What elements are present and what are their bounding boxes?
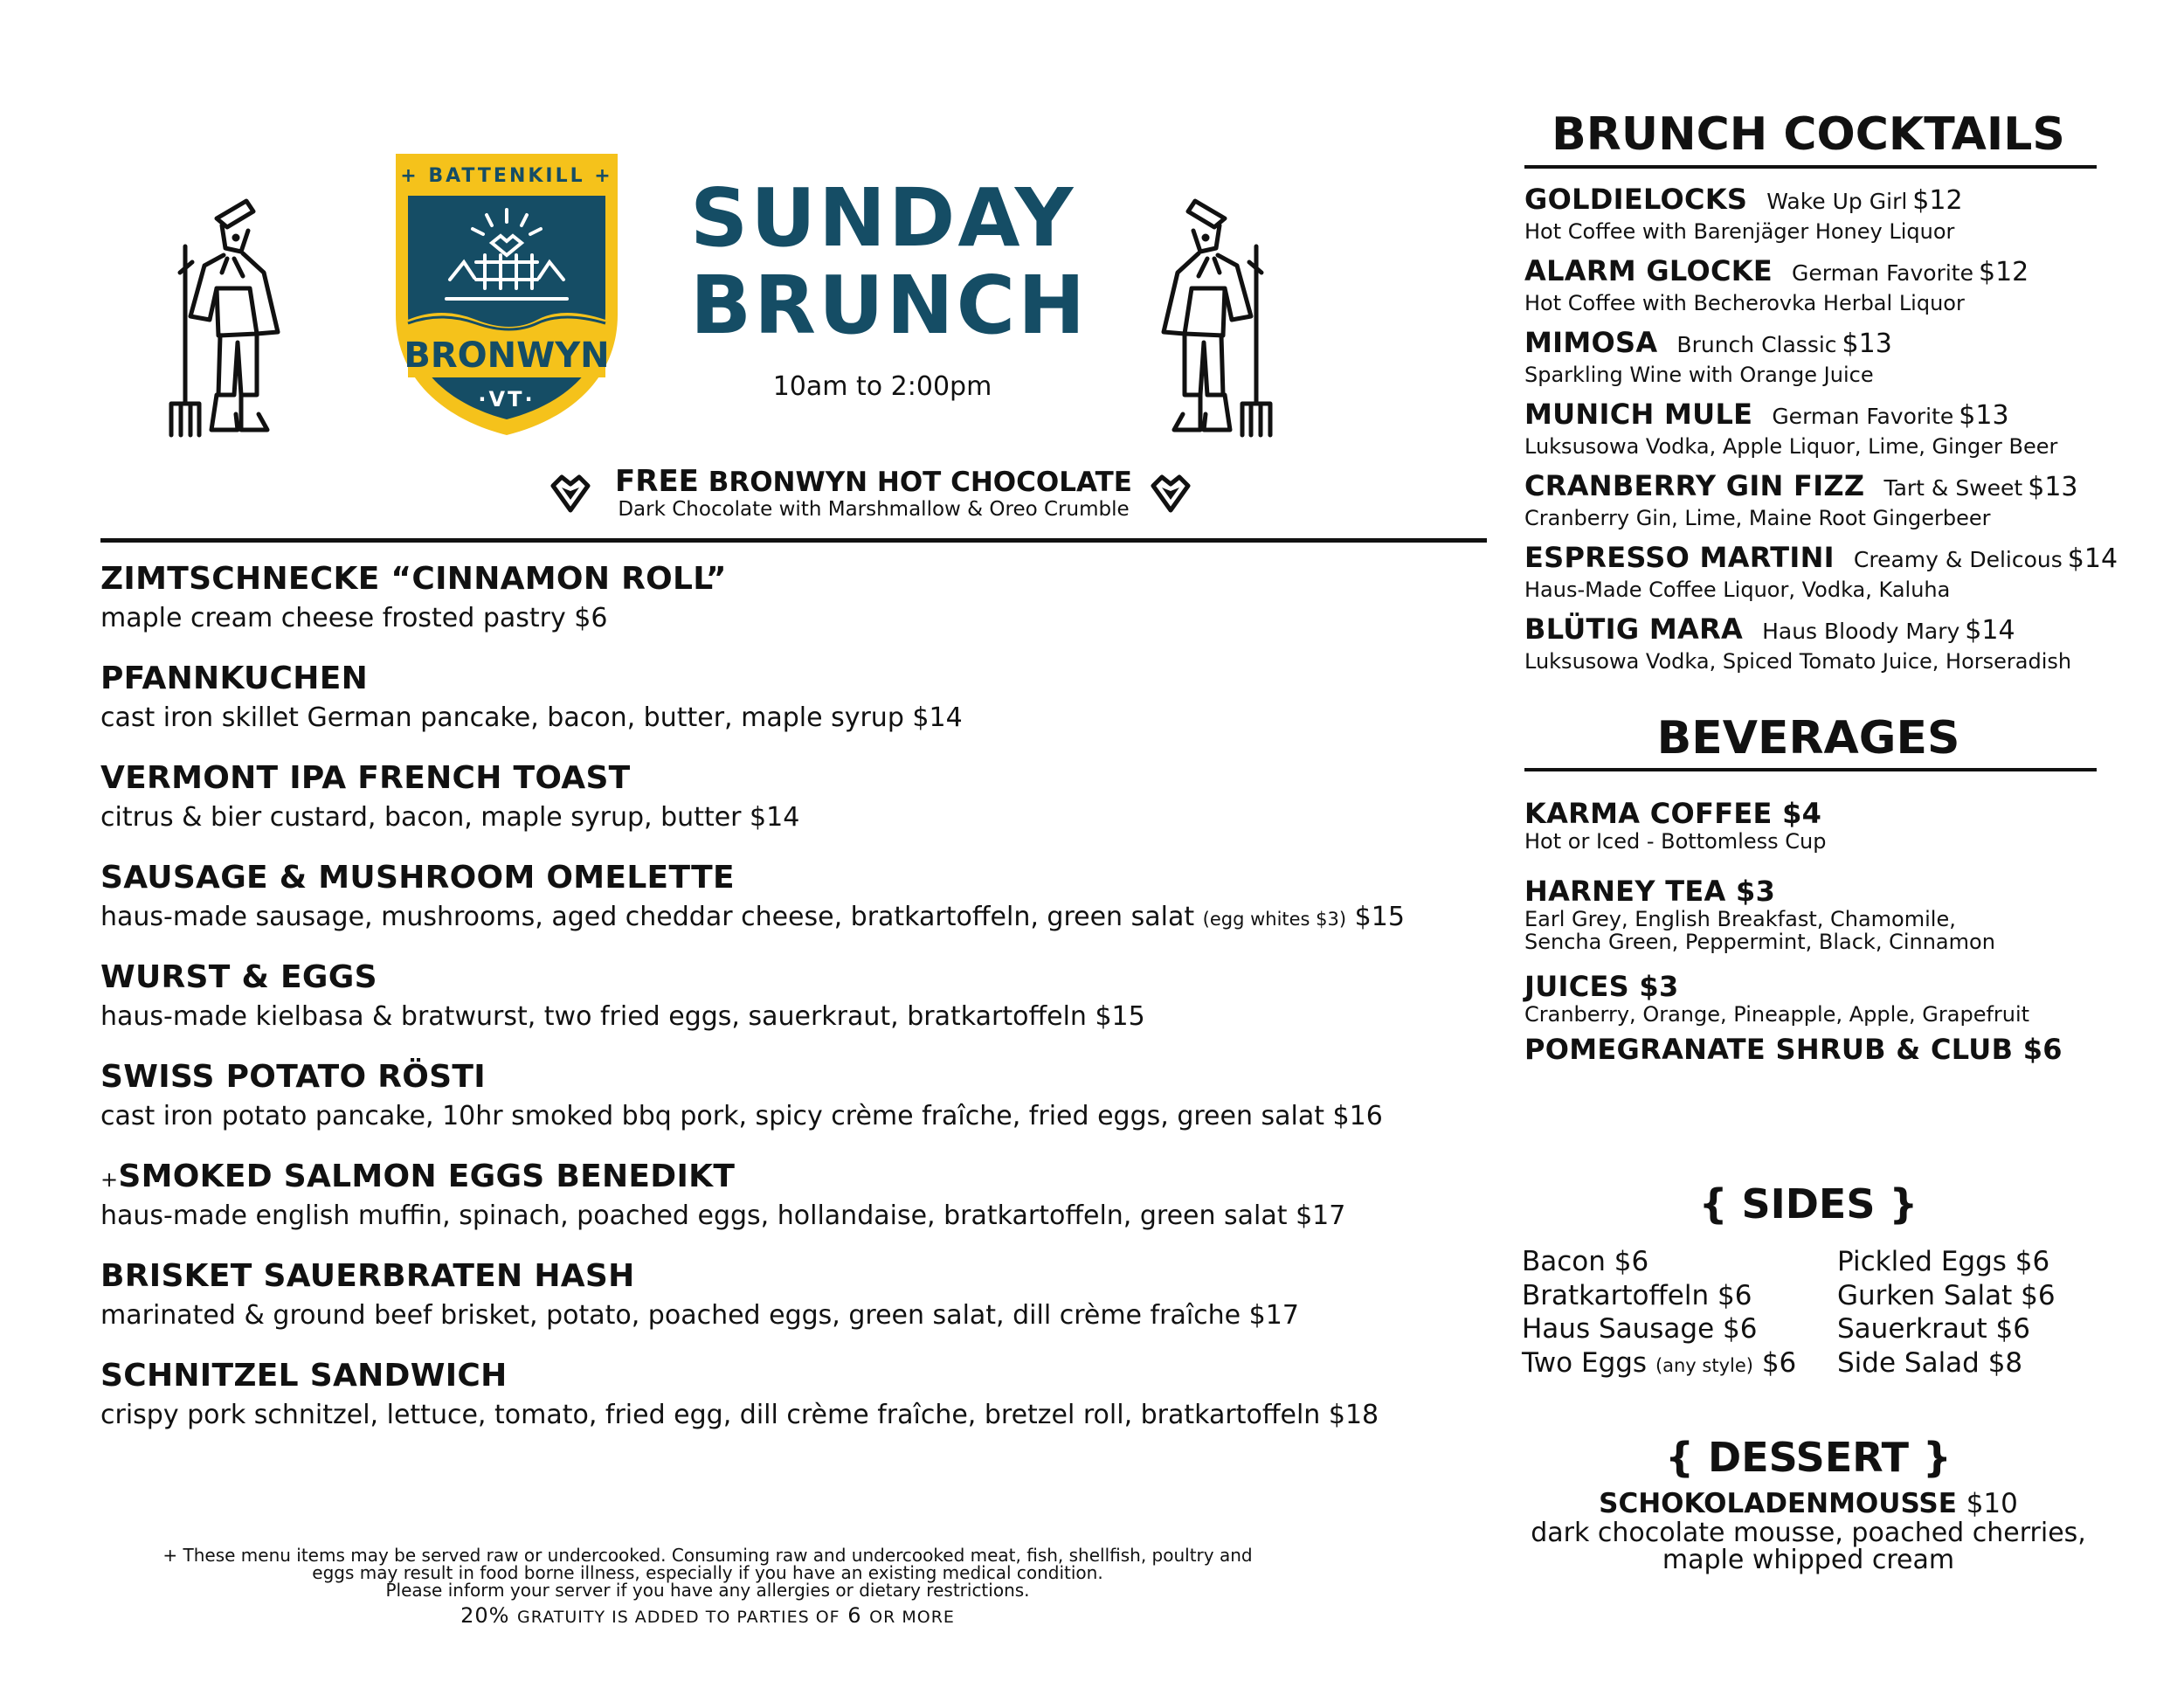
side-item: Bratkartoffeln $6 <box>1522 1279 1752 1311</box>
gratuity-notice: 20% GRATUITY IS ADDED TO PARTIES OF 6 OR MORE <box>460 1603 955 1628</box>
side-item: Haus Sausage $6 <box>1522 1313 1758 1345</box>
cocktails-divider <box>1524 165 2097 169</box>
dessert-name: SCHOKOLADENMOUSSE $10 <box>1599 1488 2018 1519</box>
promo-description: Dark Chocolate with Marshmallow & Oreo Crumble <box>618 498 1130 521</box>
cocktail-price: $12 <box>1912 185 1963 216</box>
brunch-menu-list <box>100 559 1481 1456</box>
disclaimer-line: + These menu items may be served raw or undercooked. Consuming raw and undercooked meat, fish, shellfish, poultry and <box>162 1545 1253 1566</box>
beverages-heading: BEVERAGES <box>1656 712 1960 764</box>
menu-item <box>100 659 1481 758</box>
cocktails-heading: BRUNCH COCKTAILS <box>1552 108 2065 161</box>
menu-item-description: maple cream cheese frosted pastry $6 <box>100 603 608 633</box>
cocktail-name: MIMOSA <box>1524 326 1658 359</box>
dessert-description: dark chocolate mousse, poached cherries, maple whipped cream <box>1531 1518 2086 1575</box>
beverages-divider <box>1524 768 2097 771</box>
menu-item-description: haus-made kielbasa & bratwurst, two fried eggs, sauerkraut, bratkartoffeln $15 <box>100 1001 1145 1032</box>
farmer-illustration-right <box>1144 185 1275 439</box>
dessert-heading: { DESSERT } <box>1665 1434 1952 1481</box>
beverage-item <box>1524 1033 2101 1066</box>
cocktail-item <box>1524 183 2101 255</box>
beverage-name: KARMA COFFEE $4 <box>1524 797 1822 830</box>
cocktail-tagline: German Favorite <box>1792 260 1973 286</box>
beverage-name: HARNEY TEA $3 <box>1524 875 1776 908</box>
brunch-hours: 10am to 2:00pm <box>772 371 992 402</box>
menu-item <box>100 1356 1481 1456</box>
beverage-description: Cranberry, Orange, Pineapple, Apple, Grapefruit <box>1524 1002 2030 1027</box>
title-line-brunch: BRUNCH <box>690 259 1089 352</box>
beverage-list <box>1524 797 2101 1066</box>
crest-name: BRONWYN <box>404 336 610 376</box>
cocktail-price: $13 <box>1842 329 1892 359</box>
side-item: Pickled Eggs $6 <box>1837 1246 2050 1277</box>
beverage-description: Hot or Iced - Bottomless Cup <box>1524 829 1827 854</box>
beverage-description: Earl Grey, English Breakfast, Chamomile, <box>1524 907 1956 931</box>
cocktail-tagline: German Favorite <box>1772 404 1954 429</box>
cocktail-name: MUNICH MULE <box>1524 398 1753 431</box>
cocktail-description: Hot Coffee with Becherovka Herbal Liquor <box>1524 291 1965 315</box>
menu-item <box>100 1256 1481 1356</box>
menu-item <box>100 858 1481 958</box>
menu-item-name: SWISS POTATO RÖSTI <box>100 1059 486 1095</box>
crest-bottom-text: ·VT· <box>478 387 536 412</box>
beverage-description: Sencha Green, Peppermint, Black, Cinnamon <box>1524 930 1995 954</box>
menu-item-name: VERMONT IPA FRENCH TOAST <box>100 760 631 796</box>
title-line-sunday: SUNDAY <box>690 171 1076 265</box>
cocktail-item <box>1524 327 2101 398</box>
cocktail-tagline: Creamy & Delicous <box>1853 547 2063 572</box>
menu-item <box>100 958 1481 1057</box>
cocktail-item <box>1524 541 2118 613</box>
cocktail-name: CRANBERRY GIN FIZZ <box>1524 469 1865 502</box>
cocktail-price: $14 <box>1965 615 2015 646</box>
cocktail-item <box>1524 470 2101 542</box>
menu-item-description: haus-made english muffin, spinach, poached eggs, hollandaise, bratkartoffeln, green salat $17 <box>100 1200 1346 1231</box>
menu-item <box>100 1157 1481 1256</box>
side-item: Two Eggs (any style) $6 <box>1522 1346 1797 1379</box>
promo-free-label: FREE <box>615 464 699 499</box>
cocktail-price: $14 <box>2067 543 2118 574</box>
menu-item-description: citrus & bier custard, bacon, maple syrup, butter $14 <box>100 802 800 833</box>
cocktail-item <box>1524 613 2101 685</box>
side-item-note: (any style) <box>1655 1354 1753 1376</box>
menu-item-name: PFANNKUCHEN <box>100 661 369 696</box>
cocktail-description: Luksusowa Vodka, Apple Liquor, Lime, Ginger Beer <box>1524 434 2058 459</box>
menu-item-name: BRISKET SAUERBRATEN HASH <box>100 1258 635 1294</box>
menu-item <box>100 1057 1481 1157</box>
side-item: Gurken Salat $6 <box>1837 1279 2056 1311</box>
page-title <box>690 171 1089 352</box>
cocktail-description: Haus-Made Coffee Liquor, Vodka, Kaluha <box>1524 578 1951 602</box>
bronwyn-crest-logo <box>389 149 625 439</box>
menu-item-name: WURST & EGGS <box>100 959 377 995</box>
menu-item-description: cast iron skillet German pancake, bacon, butter, maple syrup $14 <box>100 702 963 733</box>
side-item: Side Salad $8 <box>1837 1346 2023 1379</box>
cocktail-tagline: Wake Up Girl <box>1766 189 1908 214</box>
cocktail-description: Cranberry Gin, Lime, Maine Root Gingerbeer <box>1524 506 1991 530</box>
main-divider <box>100 538 1487 543</box>
sides-heading: { SIDES } <box>1698 1180 1918 1228</box>
menu-item-name: SCHNITZEL SANDWICH <box>100 1358 508 1394</box>
sides-list-left <box>1522 1245 1836 1382</box>
beverage-item <box>1524 875 2101 970</box>
cocktail-tagline: Tart & Sweet <box>1883 475 2023 501</box>
raw-item-marker: + <box>100 1167 119 1192</box>
menu-item-name: SAUSAGE & MUSHROOM OMELETTE <box>100 860 735 896</box>
menu-item-description: cast iron potato pancake, 10hr smoked bbq pork, spicy crème fraîche, fried eggs, green salat $16 <box>100 1101 1383 1131</box>
side-item: Sauerkraut $6 <box>1837 1313 2030 1345</box>
beverage-item <box>1524 797 2101 875</box>
cocktail-name: BLÜTIG MARA <box>1524 612 1744 646</box>
crest-top-text: + BATTENKILL + <box>400 165 613 187</box>
menu-item-description: marinated & ground beef brisket, potato, poached eggs, green salat, dill crème fraîche $17 <box>100 1300 1299 1331</box>
cocktail-description: Luksusowa Vodka, Spiced Tomato Juice, Horseradish <box>1524 649 2072 674</box>
farmer-illustration-left <box>166 185 297 439</box>
dessert-item <box>1524 1488 2092 1574</box>
cocktail-name: GOLDIELOCKS <box>1524 183 1748 216</box>
beverage-item <box>1524 970 2101 1033</box>
heart-icon <box>1149 472 1192 515</box>
cocktail-name: ALARM GLOCKE <box>1524 254 1773 287</box>
cocktail-name: ESPRESSO MARTINI <box>1524 541 1835 574</box>
cocktail-price: $13 <box>1959 400 2009 431</box>
cocktail-tagline: Haus Bloody Mary <box>1762 619 1960 644</box>
menu-item <box>100 559 1481 659</box>
cocktail-price: $12 <box>1978 257 2029 287</box>
cocktail-list <box>1524 183 2118 685</box>
beverage-name: JUICES $3 <box>1524 970 1679 1003</box>
cocktail-item <box>1524 398 2101 470</box>
cocktail-description: Sparkling Wine with Orange Juice <box>1524 363 1874 387</box>
dessert-price: $10 <box>1966 1488 2018 1519</box>
menu-item <box>100 758 1481 858</box>
menu-item-price: $15 <box>1354 902 1405 932</box>
menu-item-name: ZIMTSCHNECKE “CINNAMON ROLL” <box>100 561 727 597</box>
cocktail-price: $13 <box>2028 472 2078 502</box>
food-safety-disclaimer <box>87 1546 1328 1599</box>
cocktail-description: Hot Coffee with Barenjäger Honey Liquor <box>1524 219 1955 244</box>
hot-chocolate-promo <box>559 466 1188 521</box>
menu-item-note: (egg whites $3) <box>1202 909 1347 930</box>
beverage-name: POMEGRANATE SHRUB & CLUB $6 <box>1524 1033 2063 1066</box>
cocktail-tagline: Brunch Classic <box>1676 332 1837 357</box>
menu-item-description: crispy pork schnitzel, lettuce, tomato, fried egg, dill crème fraîche, bretzel roll, bratkartoffeln $18 <box>100 1400 1379 1430</box>
cocktail-item <box>1524 255 2101 327</box>
sides-list-right <box>1837 1245 2117 1380</box>
menu-item-name: +SMOKED SALMON EGGS BENEDIKT <box>100 1159 736 1194</box>
menu-item-description: haus-made sausage, mushrooms, aged cheddar cheese, bratkartoffeln, green salat (egg whites $3) $15 <box>100 902 1405 932</box>
disclaimer-line: Please inform your server if you have any allergies or dietary restrictions. <box>385 1580 1030 1601</box>
side-item: Bacon $6 <box>1522 1246 1649 1277</box>
promo-item-name: BRONWYN HOT CHOCOLATE <box>708 467 1132 498</box>
disclaimer-line: eggs may result in food borne illness, especially if you have an existing medical condition. <box>312 1562 1103 1583</box>
promo-title <box>559 466 1188 498</box>
